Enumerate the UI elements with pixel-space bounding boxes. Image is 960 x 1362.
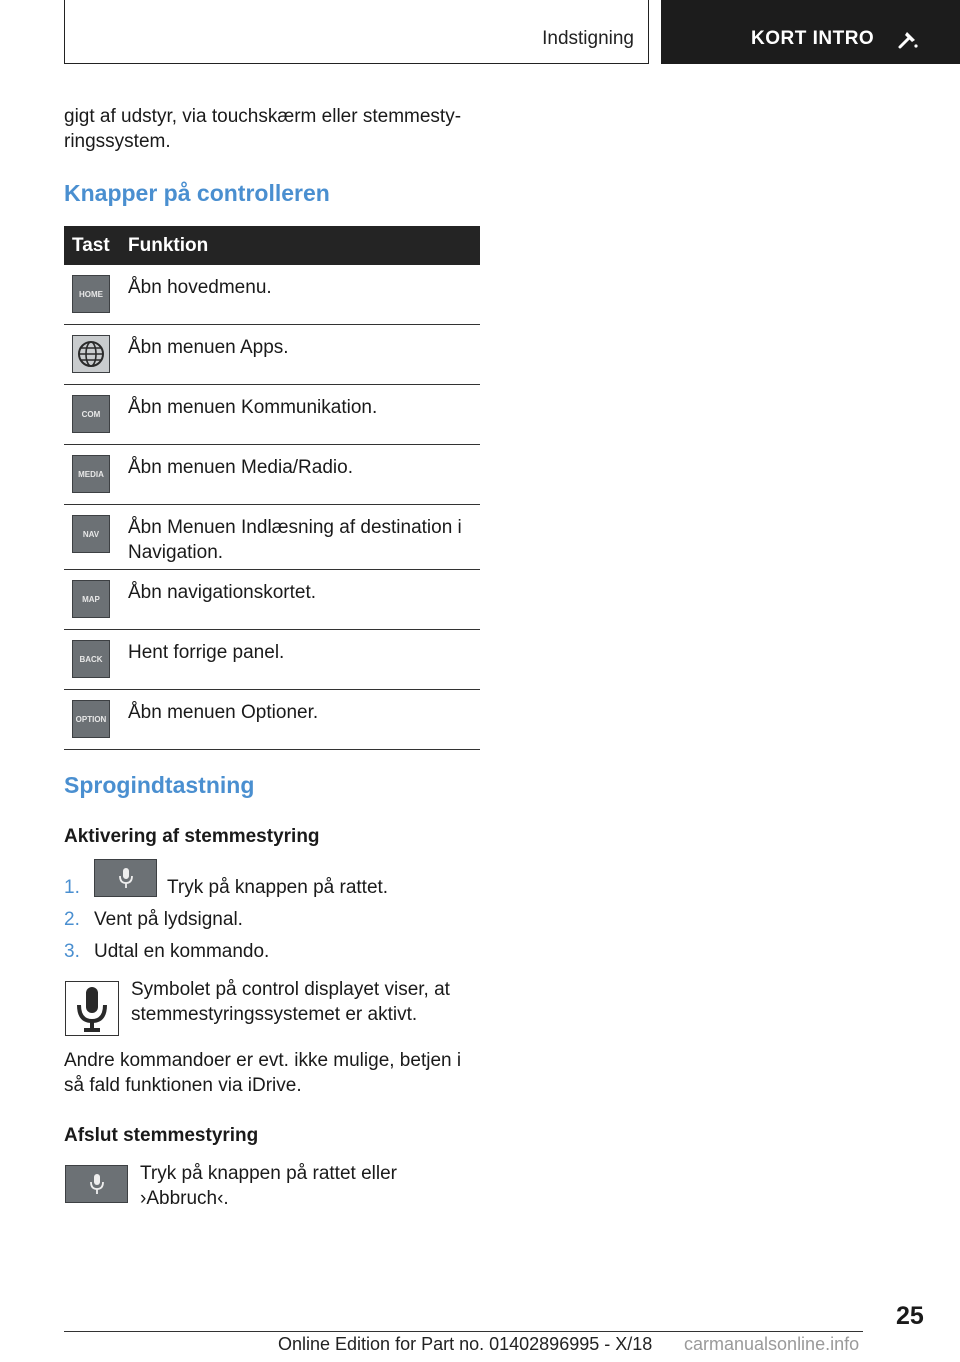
footer-edition: Online Edition for Part no. 01402896995 - X/18 xyxy=(278,1334,653,1354)
function-text: Åbn Menuen Indlæsning af destination i Navigation. xyxy=(128,517,462,563)
table-row xyxy=(64,265,480,325)
header-chapter-title: KORT INTRO xyxy=(751,28,875,49)
microphone-button-icon xyxy=(94,859,157,897)
map-key-icon: MAP xyxy=(72,580,110,618)
table-header xyxy=(64,226,480,265)
com-key-icon: COM xyxy=(72,395,110,433)
header-section-title: Indstigning xyxy=(542,28,634,49)
function-text: Åbn hovedmenu. xyxy=(128,277,272,298)
voice-active-symbol-icon xyxy=(65,981,119,1036)
function-text: Åbn navigationskortet. xyxy=(128,582,317,603)
microphone-button-icon xyxy=(65,1165,128,1203)
nav-key-icon: NAV xyxy=(72,515,110,553)
header-left-box xyxy=(64,0,649,64)
step-number: 2. xyxy=(64,909,80,930)
back-key-icon: BACK xyxy=(72,640,110,678)
function-text: Hent forrige panel. xyxy=(128,642,285,663)
table-row xyxy=(64,505,480,570)
page-number: 25 xyxy=(896,1302,924,1330)
symbol-description: Symbolet på control displayet viser, at stemmestyringssystemet er aktivt. xyxy=(131,979,450,1025)
step-number: 3. xyxy=(64,941,80,962)
function-text: Åbn menuen Optioner. xyxy=(128,702,319,723)
header-chapter-box xyxy=(661,0,960,64)
subheading-end-voice: Afslut stemmestyring xyxy=(64,1125,259,1146)
apps-globe-icon xyxy=(72,335,110,373)
end-voice-text: Tryk på knappen på rattet eller ›Abbruch‹. xyxy=(140,1163,397,1209)
function-text: Åbn menuen Apps. xyxy=(128,337,289,358)
other-commands-note: Andre kommandoer er evt. ikke mulige, betjen i så fald funktionen via iDrive. xyxy=(64,1050,462,1096)
step-text: Vent på lydsignal. xyxy=(94,909,243,930)
section-title-controller-buttons: Knapper på controlleren xyxy=(64,180,330,206)
table-row xyxy=(64,445,480,505)
home-key-icon: HOME xyxy=(72,275,110,313)
footer-divider xyxy=(64,1331,863,1332)
step-text: Udtal en kommando. xyxy=(94,941,270,962)
table-row xyxy=(64,630,480,690)
section-title-voice-input: Sprogindtastning xyxy=(64,772,255,798)
intro-paragraph: gigt af udstyr, via touchskærm eller stemmesty-ringssystem. xyxy=(64,106,462,152)
step-text: Tryk på knappen på rattet. xyxy=(167,877,389,898)
watermark: carmanualsonline.info xyxy=(684,1334,860,1354)
car-wrench-icon xyxy=(897,28,919,50)
table-row xyxy=(64,385,480,445)
column-header-key: Tast xyxy=(72,235,110,256)
table-row xyxy=(64,325,480,385)
function-text: Åbn menuen Media/Radio. xyxy=(128,457,353,478)
controller-buttons-table xyxy=(64,226,480,750)
step-number: 1. xyxy=(64,877,80,898)
subheading-activate-voice: Aktivering af stemmestyring xyxy=(64,826,320,847)
function-text: Åbn menuen Kommunikation. xyxy=(128,397,378,418)
column-header-function: Funktion xyxy=(128,235,209,256)
table-row xyxy=(64,570,480,630)
option-key-icon: OPTION xyxy=(72,700,110,738)
media-key-icon: MEDIA xyxy=(72,455,110,493)
table-row xyxy=(64,690,480,750)
